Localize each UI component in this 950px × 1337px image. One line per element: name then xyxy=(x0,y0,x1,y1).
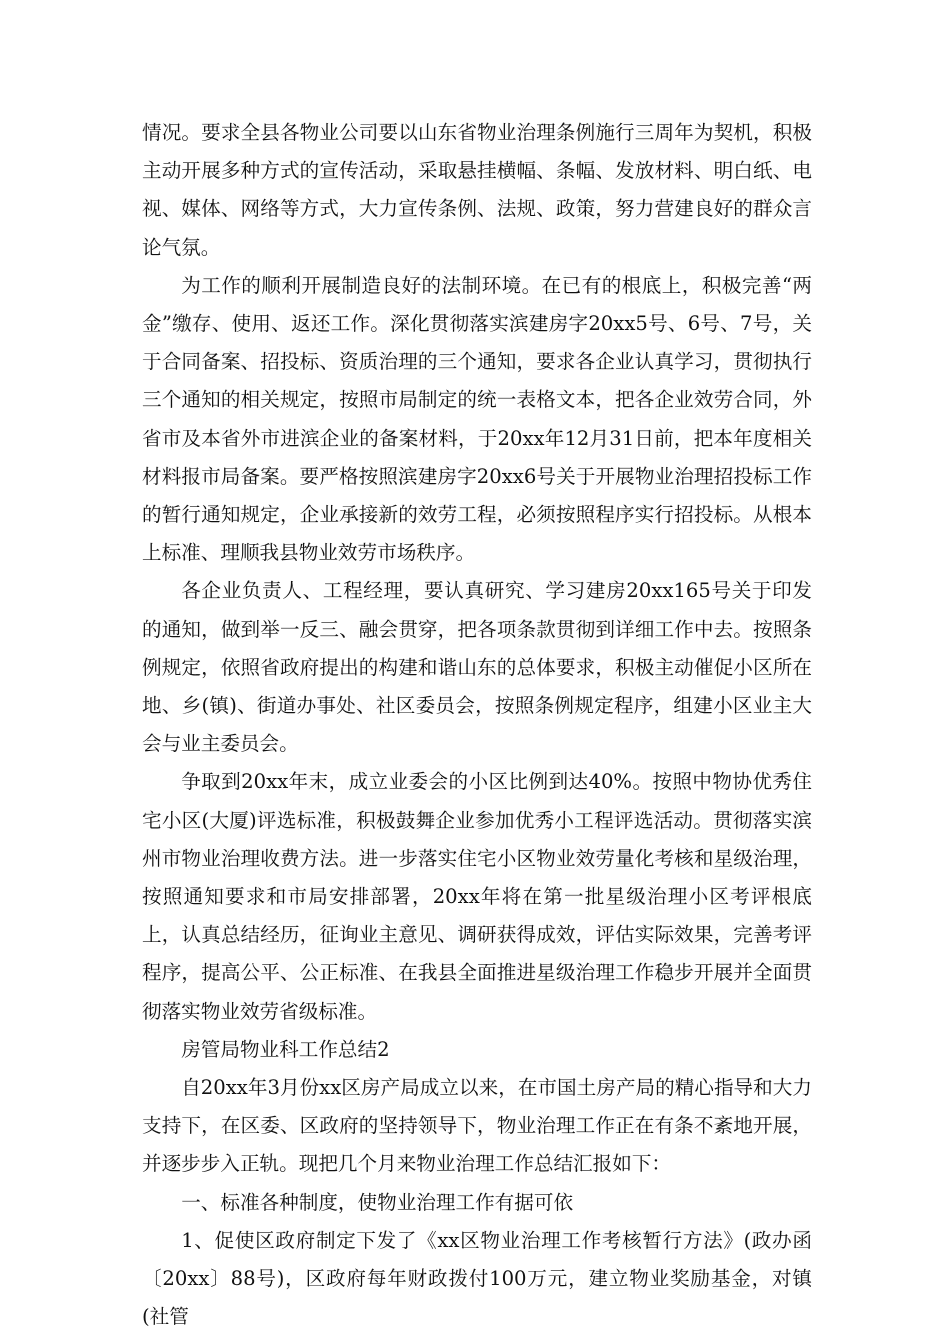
subsection-heading: 一、标准各种制度，使物业治理工作有据可依 xyxy=(181,1190,574,1214)
paragraph-5: 自20xx年3月份xx区房产局成立以来，在市国土房产局的精心指导和大力支持下，在区委、区政府的坚持领导下，物业治理工作正在有条不紊地开展，并逐步步入正轨。现把几个月来物业治理工作总结汇报如下： xyxy=(142,1076,812,1176)
paragraph-2: 为工作的顺利开展制造良好的法制环境。在已有的根底上，积极完善“两金”缴存、使用、返还工作。深化贯彻落实滨建房字20xx5号、6号、7号，关于合同备案、招投标、资质治理的三个通知，要求各企业认真学习，贯彻执行三个通知的相关规定，按照市局制定的统一表格文本，把各企业效劳合同，外省市及本省外市进滨企业的备案材料，于20xx年12月31日前，把本年度相关材料报市局备案。要严格按照滨建房字20xx6号关于开展物业治理招投标工作的暂行通知规定，企业承接新的效劳工程，必须按照程序实行招投标。从根本上标准、理顺我县物业效劳市场秩序。 xyxy=(142,273,812,565)
paragraph-6: 1、促使区政府制定下发了《xx区物业治理工作考核暂行方法》(政办函〔20xx〕88号)，区政府每年财政拨付100万元，建立物业奖励基金，对镇(社管 xyxy=(142,1228,812,1329)
paragraph-3: 各企业负责人、工程经理，要认真研究、学习建房20xx165号关于印发的通知，做到举一反三、融会贯穿，把各项条款贯彻到详细工作中去。按照条例规定，依照省政府提出的构建和谐山东的总体要求，积极主动催促小区所在地、乡(镇)、街道办事处、社区委员会，按照条例规定程序，组建小区业主大会与业主委员会。 xyxy=(142,579,812,756)
document-body xyxy=(142,114,812,1337)
paragraph-4: 争取到20xx年末，成立业委会的小区比例到达40%。按照中物协优秀住宅小区(大厦)评选标准，积极鼓舞企业参加优秀小工程评选活动。贯彻落实滨州市物业治理收费方法。进一步落实住宅小区物业效劳量化考核和星级治理，按照通知要求和市局安排部署，20xx年将在第一批星级治理小区考评根底上，认真总结经历，征询业主意见、调研获得成效，评估实际效果，完善考评程序，提高公平、公正标准、在我县全面推进星级治理工作稳步开展并全面贯彻落实物业效劳省级标准。 xyxy=(142,770,812,1023)
section-title: 房管局物业科工作总结2 xyxy=(181,1037,390,1061)
paragraph-1: 情况。要求全县各物业公司要以山东省物业治理条例施行三周年为契机，积极主动开展多种方式的宣传活动，采取悬挂横幅、条幅、发放材料、明白纸、电视、媒体、网络等方式，大力宣传条例、法规、政策，努力营建良好的群众言论气氛。 xyxy=(142,121,812,259)
